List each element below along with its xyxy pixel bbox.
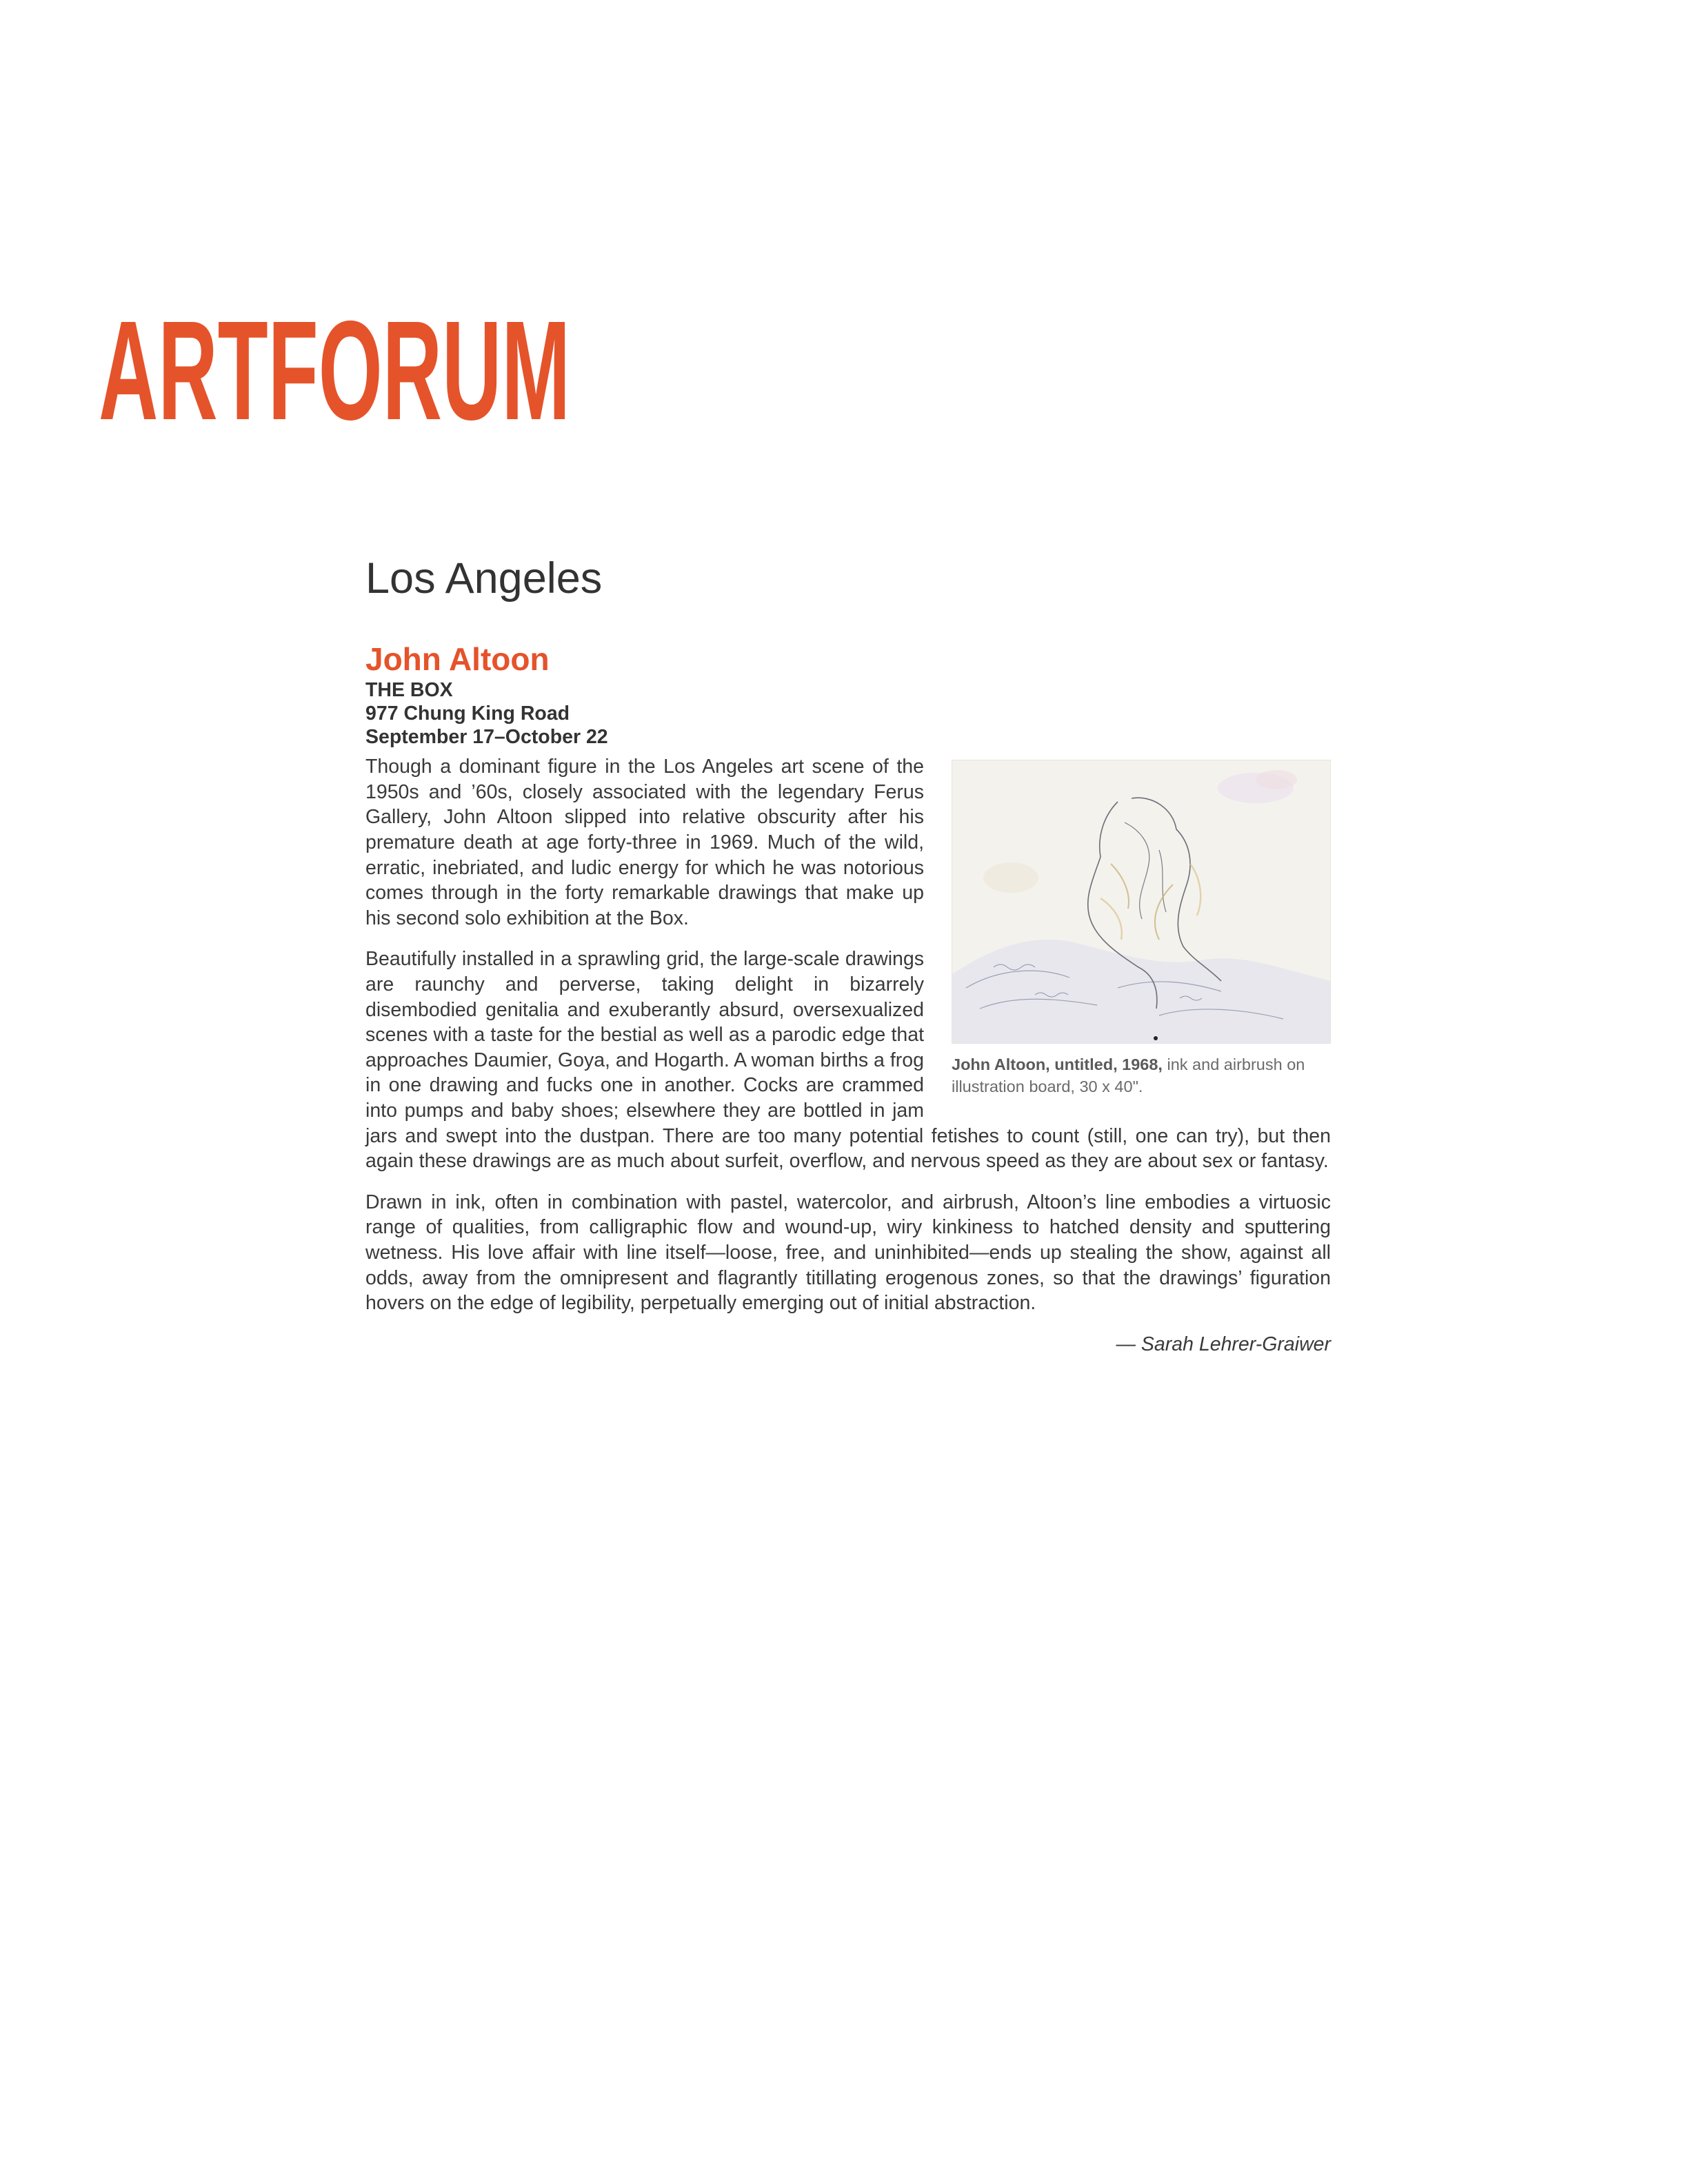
artwork-drawing [952, 760, 1330, 1043]
article [365, 555, 1331, 1357]
venue-info [365, 678, 1331, 749]
artwork-figure [952, 760, 1331, 1098]
author-byline: — Sarah Lehrer-Graiwer [1116, 1333, 1331, 1355]
logo-wordmark: ARTFORUM [99, 292, 570, 449]
artist-name: John Altoon [365, 641, 550, 677]
paragraph-3: Drawn in ink, often in combination with pastel, watercolor, and airbrush, Altoon’s line embodies a virtuosic range of qualities, from calligraphic flow and wound-up, wiry kinkiness to hatched density and sputtering wetness. His love affair with line itself—loose, free, and uninhibited—ends up stealing the show, against all odds, away from the omnipresent and flagrantly titillating erogenous zones, so that the drawings’ figuration hovers on the edge of legibility, perpetually emerging out of initial abstraction. [365, 1191, 1331, 1315]
paragraph-1: Though a dominant figure in the Los Angeles art scene of the 1950s and ’60s, closely associated with the legendary Ferus Gallery, John Altoon slipped into relative obscurity after his premature death at age forty-three in 1969. Much of the wild, erratic, inebriated, and ludic energy for which he was notorious comes through in the forty remarkable drawings that make up his second solo exhibition at the Box. [365, 756, 924, 929]
venue-name: THE BOX [365, 679, 453, 702]
paragraph-2: Beautifully installed in a sprawling grid, the large-scale drawings are raunchy and perverse, taking delight in bizarrely disembodied genitalia and exuberantly absurd, oversexualized scenes with a taste for the bestial as well as a parodic edge that approaches Daumier, Goya, and Hogarth. A woman births a frog in one drawing and fucks one in another. Cocks are crammed into pumps and baby shoes; elsewhere they are bottled in jam jars and swept into the dustpan. There are too many potential fetishes to count (still, one can try), but then again these drawings are as much about surfeit, overflow, and nervous speed as they are about sex or fantasy. [365, 948, 1331, 1173]
caption-title: John Altoon, untitled, 1968, [952, 1055, 1163, 1074]
caption-medium: ink and airbrush on illustration board, 30 x 40". [952, 1055, 1305, 1096]
article-body [365, 754, 1331, 1357]
exhibition-dates: September 17–October 22 [365, 726, 608, 749]
artwork-image [952, 760, 1331, 1044]
artforum-logo [99, 292, 581, 449]
artforum-logo-mark [99, 292, 581, 449]
venue-address: 977 Chung King Road [365, 702, 570, 725]
city-heading: Los Angeles [365, 554, 603, 603]
artwork-caption [952, 1053, 1331, 1098]
